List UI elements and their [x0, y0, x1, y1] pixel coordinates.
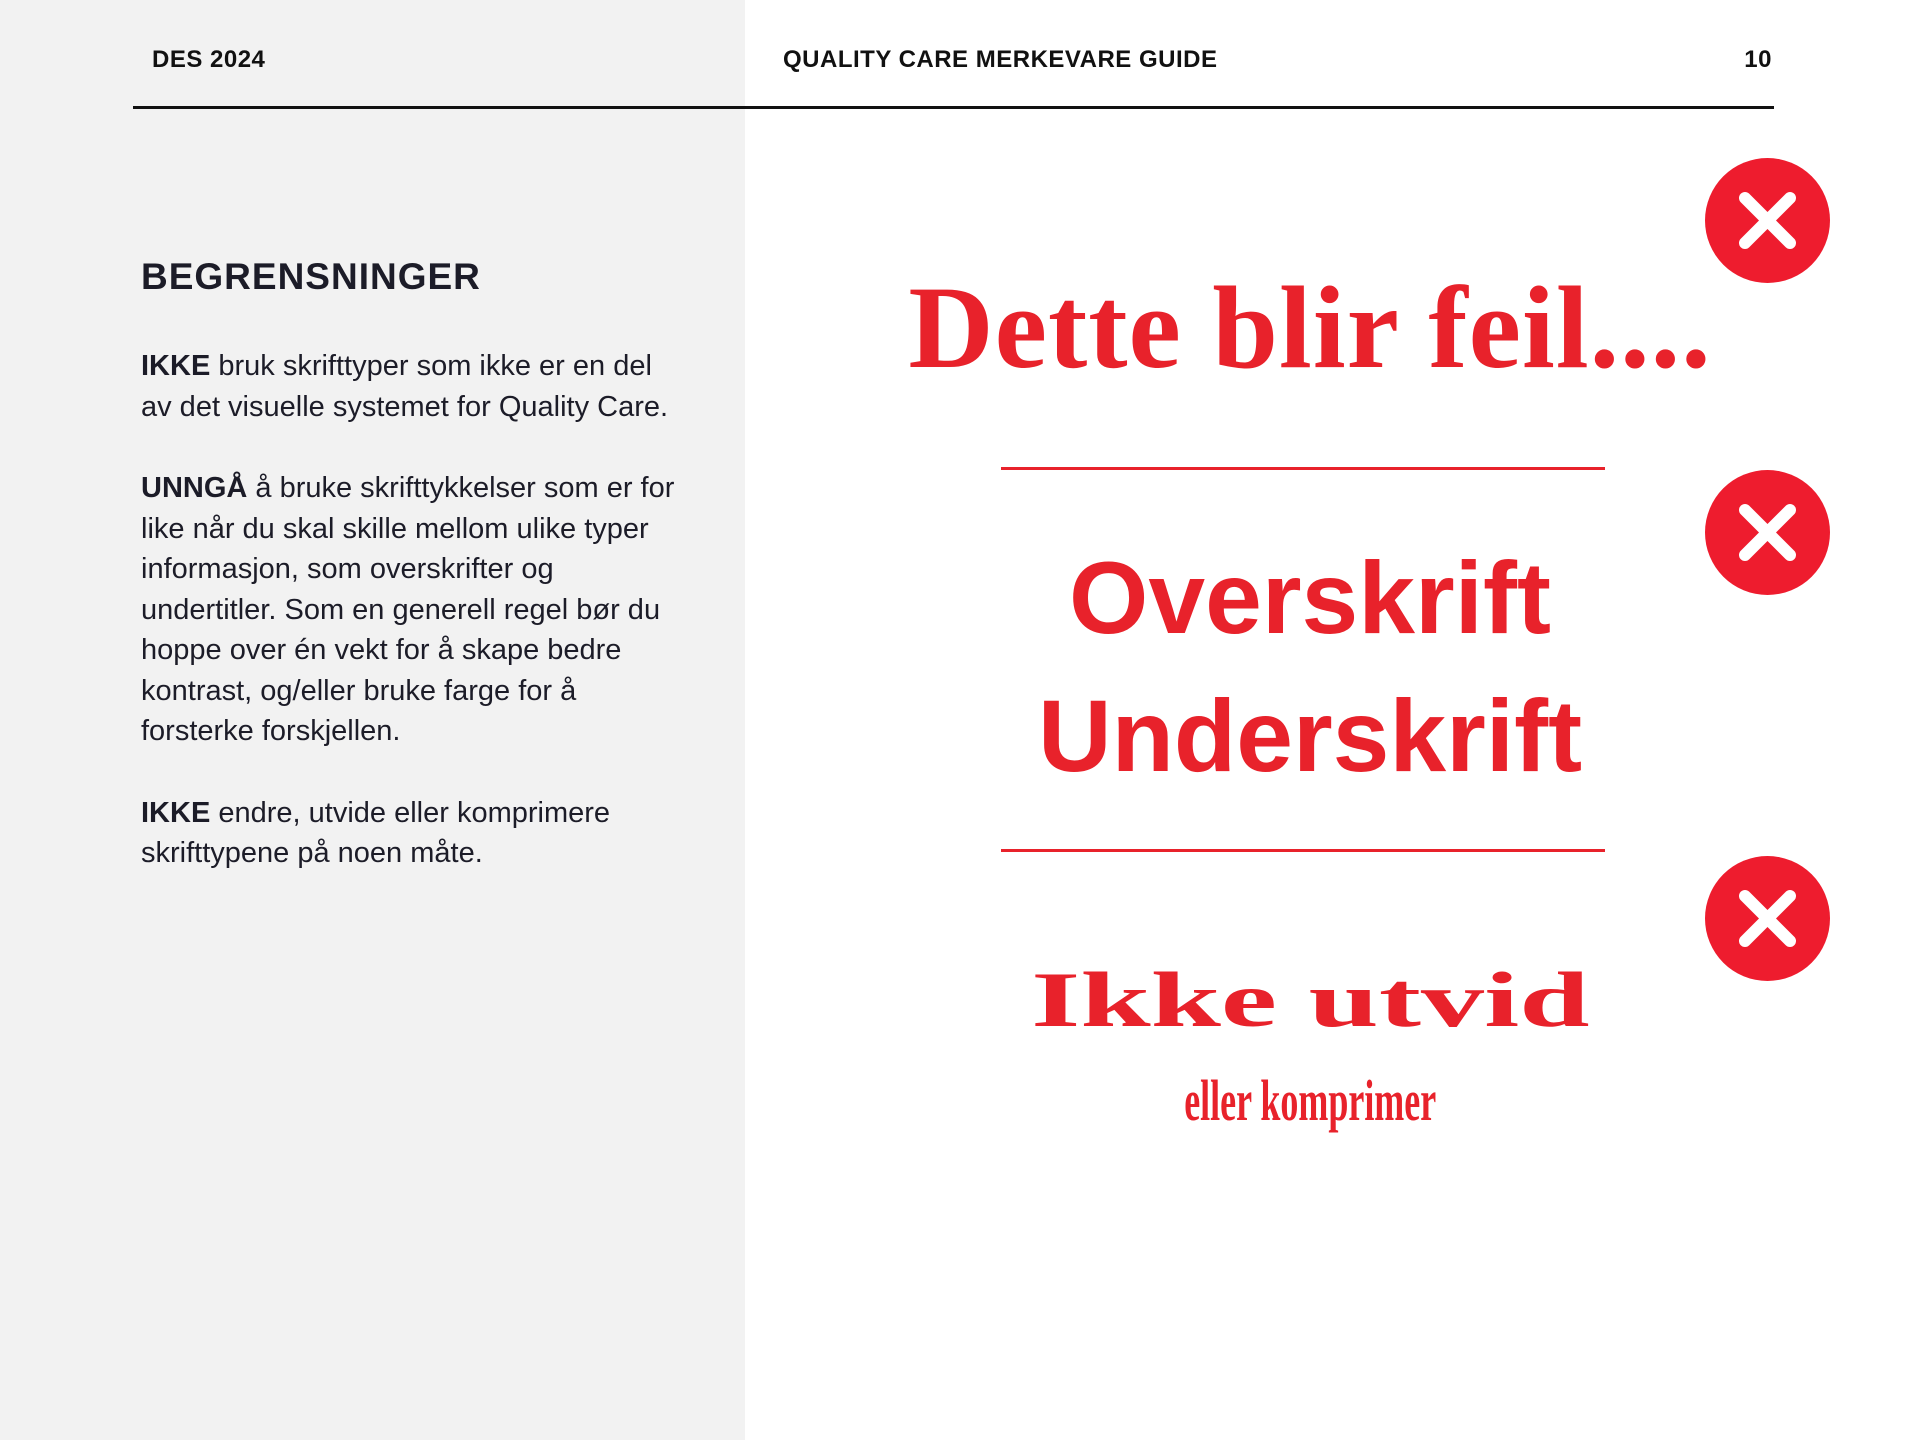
header-title: QUALITY CARE MERKEVARE GUIDE: [783, 46, 1218, 73]
stretched-text-example: [760, 955, 1860, 1045]
restriction-lead: IKKE: [141, 350, 211, 382]
example-divider: [1001, 467, 1605, 470]
similar-weight-subheading-example: Underskrift: [1037, 679, 1583, 793]
page-number: 10: [1744, 46, 1772, 73]
restrictions-section: [141, 252, 681, 915]
restriction-text: endre, utvide eller komprimere skrifttypene på noen måte.: [141, 796, 611, 869]
restriction-paragraph-distortion: [141, 793, 681, 874]
wrong-font-example: Dette blir feil....: [908, 262, 1712, 393]
restriction-paragraph-weights: [141, 468, 681, 752]
example-divider: [1001, 849, 1605, 852]
section-heading: BEGRENSNINGER: [141, 256, 481, 297]
stretched-text: Ikke utvid: [1030, 956, 1590, 1043]
restriction-text: å bruke skrifttykkelser som er for like når du skal skille mellom ulike typer informasjon, som overskrifter og undertitler. Som en generell regel bør du hoppe over én vekt for å skape bedre kontrast, og/eller bruke farge for å forsterke forskjellen.: [141, 472, 675, 747]
restriction-text: bruk skrifttyper som ikke er en del av det visuelle systemet for Quality Care.: [141, 350, 669, 423]
close-circle-icon: [1705, 158, 1830, 283]
restriction-lead: UNNGÅ: [141, 472, 248, 504]
header-divider: [133, 106, 1774, 109]
compressed-text-example: [760, 1066, 1860, 1136]
restriction-paragraph-fonts: [141, 346, 681, 427]
compressed-text: eller komprimer: [1184, 1068, 1436, 1133]
restriction-lead: IKKE: [141, 796, 211, 829]
similar-weight-heading-example: Overskrift: [1069, 541, 1551, 655]
page-header: [0, 0, 1920, 110]
header-date: DES 2024: [152, 46, 266, 73]
